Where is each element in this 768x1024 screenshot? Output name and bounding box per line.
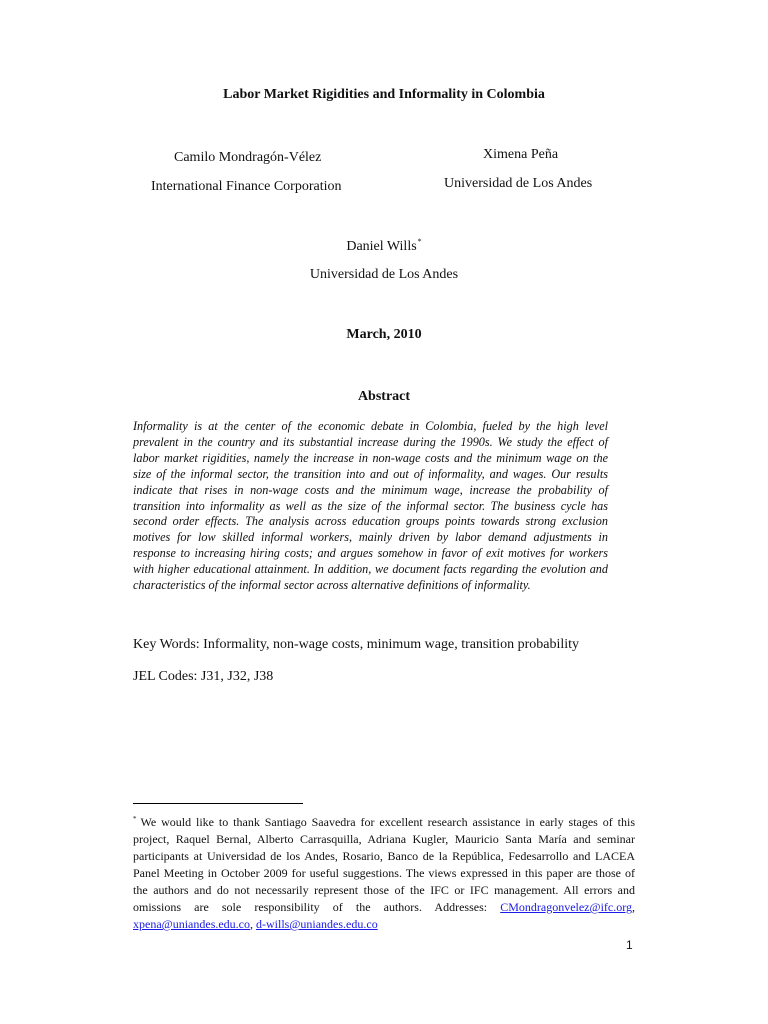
author-name-2: Ximena Peña: [483, 147, 559, 162]
footnote-marker: *: [133, 815, 137, 823]
email-link-pena[interactable]: xpena@uniandes.edu.co: [133, 917, 251, 931]
author-affiliation-1: International Finance Corporation: [151, 179, 342, 194]
email-link-mondragon[interactable]: CMondragonvelez@ifc.org: [500, 900, 632, 914]
jel-codes: JEL Codes: J31, J32, J38: [133, 669, 274, 684]
footnote-text: We would like to thank Santiago Saavedra for excellent research assistance in early stages of this project, Raquel Bernal, Alberto Carrasquilla, Adriana Kugler, Mauricio Santa María and seminar participants at Universidad de los Andes, Rosario, Banco de la República, Fedesarrollo and LACEA Panel Meeting in October 2009 for useful suggestions. The views expressed in this paper are those of the authors and do not necessarily represent those of the IFC or IFC management. All errors and omissions are sole responsibility of the authors. Addresses:: [133, 815, 635, 914]
paper-date: March, 2010: [346, 327, 422, 342]
email-link-wills[interactable]: d-wills@uniandes.edu.co: [256, 917, 378, 931]
author-3: [0, 237, 768, 255]
author-affiliation-2: Universidad de Los Andes: [444, 176, 593, 191]
author-affiliation-3: Universidad de Los Andes: [309, 267, 459, 282]
abstract-text: Informality is at the center of the economic debate in Colombia, fueled by the high level prevalent in the country and its substantial increase during the 1990s. We study the effect of labor market rigidities, namely the increase in non-wage costs and the minimum wage on the size of the informal sector, the transition into and out of informality, and wages. Our results indicate that rises in non-wage costs and the minimum wage, increase the probability of transition into informality as well as the size of the informal sector. The business cycle has second order effects. The analysis across education groups points towards strong exclusion motives for low skilled informal workers, mainly driven by labor demand adjustments in response to increasing hiring costs; and argues somehow in favor of exit motives for workers with higher educational attainment. In addition, we document facts regarding the evolution and characteristics of the informal sector across alternative definitions of informality.: [133, 419, 608, 593]
email-separator: ,: [632, 900, 635, 914]
author-name-1: Camilo Mondragón-Vélez: [174, 150, 322, 165]
footnote-marker: *: [417, 237, 422, 246]
paper-title: Labor Market Rigidities and Informality in Colombia: [223, 87, 545, 102]
author-name-3: Daniel Wills: [346, 239, 417, 254]
keywords: Key Words: Informality, non-wage costs, minimum wage, transition probability: [133, 637, 580, 652]
email-separator: ,: [250, 917, 257, 931]
page-number: 1: [626, 938, 633, 952]
abstract-heading: Abstract: [357, 389, 411, 404]
footnote-divider: [133, 803, 303, 804]
footnote: [133, 811, 635, 933]
